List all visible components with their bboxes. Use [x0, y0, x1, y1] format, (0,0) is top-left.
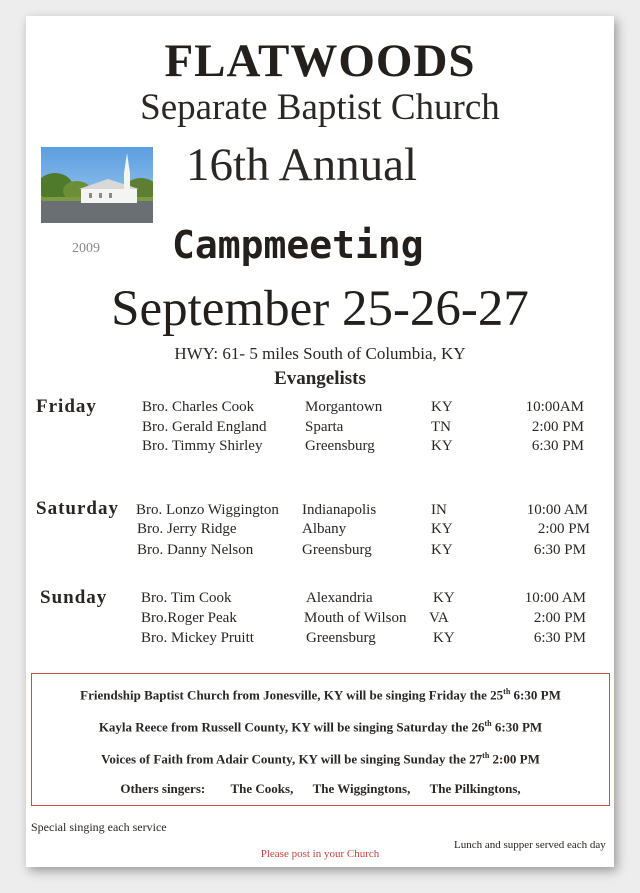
speaker-time: 2:00 PM	[533, 610, 586, 626]
speaker-name: Bro. Gerald England	[142, 419, 267, 435]
speaker-time: 2:00 PM	[537, 521, 590, 537]
speaker-state: VA	[429, 610, 449, 626]
post-in-church-note: Please post in your Church	[260, 848, 380, 860]
photo-year-caption: 2009	[72, 241, 100, 256]
speaker-city: Greensburg	[302, 542, 372, 558]
speaker-city: Alexandria	[306, 590, 373, 606]
speaker-city: Indianapolis	[302, 502, 377, 518]
speaker-time: 2:00 PM	[531, 419, 584, 435]
singing-line-sunday	[32, 751, 609, 767]
singing-time: 6:30 PM	[510, 687, 561, 703]
speaker-state: KY	[433, 590, 455, 606]
speaker-time: 6:30 PM	[531, 438, 584, 454]
flyer-page	[26, 16, 614, 867]
speaker-state: KY	[431, 542, 453, 558]
church-name-title: FLATWOODS	[164, 35, 476, 87]
church-photo	[41, 147, 153, 223]
speaker-name: Bro. Jerry Ridge	[137, 521, 237, 537]
other-singers-line	[32, 781, 609, 797]
annual-label: 16th Annual	[186, 139, 418, 191]
speaker-time: 6:30 PM	[533, 630, 586, 646]
speaker-name: Bro. Mickey Pruitt	[141, 630, 254, 646]
singing-time: 6:30 PM	[491, 719, 543, 735]
speaker-time: 10:00 AM	[526, 502, 588, 518]
speaker-city: Greensburg	[306, 630, 376, 646]
speaker-name: Bro.Roger Peak	[141, 610, 237, 626]
speaker-name: Bro. Lonzo Wiggington	[136, 502, 279, 518]
singing-text: Voices of Faith from Adair County, KY will be singing Sunday the 27	[101, 751, 483, 767]
day-label-saturday: Saturday	[36, 498, 119, 519]
day-label-sunday: Sunday	[40, 587, 108, 608]
speaker-state: KY	[431, 399, 453, 415]
singing-text: Kayla Reece from Russell County, KY will be singing Saturday the 26	[98, 719, 485, 735]
location-line: HWY: 61- 5 miles South of Columbia, KY	[174, 344, 466, 363]
speaker-time: 10:00AM	[525, 399, 584, 415]
speaker-time: 6:30 PM	[533, 542, 586, 558]
ordinal-suffix: th	[484, 719, 492, 728]
speaker-city: Morgantown	[305, 399, 383, 415]
speaker-name: Bro. Danny Nelson	[137, 542, 254, 558]
other-singer: The Cooks,	[230, 781, 294, 796]
speaker-city: Albany	[302, 521, 347, 537]
day-label-friday: Friday	[36, 396, 97, 417]
speaker-state: KY	[433, 630, 455, 646]
other-singers-label: Others singers:	[120, 781, 206, 796]
speaker-state: KY	[431, 521, 453, 537]
singing-announcements-box	[31, 673, 610, 806]
speaker-state: KY	[431, 438, 453, 454]
speaker-city: Greensburg	[305, 438, 375, 454]
speaker-state: TN	[431, 419, 451, 435]
event-dates: September 25-26-27	[111, 281, 529, 337]
speaker-city: Mouth of Wilson	[304, 610, 407, 626]
speaker-time: 10:00 AM	[524, 590, 586, 606]
ordinal-suffix: th	[482, 751, 490, 760]
speaker-city: Sparta	[305, 419, 344, 435]
other-singer: The Pilkingtons,	[429, 781, 521, 796]
speaker-state: IN	[431, 502, 447, 518]
special-singing-note: Special singing each service	[31, 820, 167, 834]
singing-line-saturday	[32, 719, 609, 735]
speaker-name: Bro. Timmy Shirley	[142, 438, 263, 454]
other-singer: The Wiggingtons,	[312, 781, 411, 796]
ordinal-suffix: th	[503, 687, 511, 696]
speaker-name: Bro. Charles Cook	[142, 399, 255, 415]
speaker-name: Bro. Tim Cook	[141, 590, 232, 606]
church-subtitle: Separate Baptist Church	[140, 87, 500, 128]
singing-text: Friendship Baptist Church from Jonesville, KY will be singing Friday the 25	[80, 687, 504, 703]
event-name: Campmeeting	[172, 223, 424, 267]
meals-note: Lunch and supper served each day	[454, 839, 606, 851]
singing-time: 2:00 PM	[489, 751, 540, 767]
evangelists-heading: Evangelists	[274, 368, 366, 389]
singing-line-friday	[32, 687, 609, 703]
